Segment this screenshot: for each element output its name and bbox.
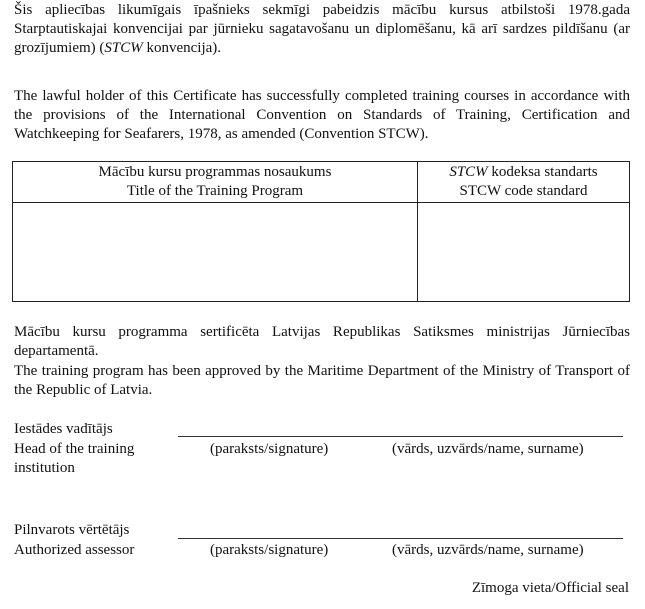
header-program-title-lv: Mācību kursu programmas nosaukums	[98, 164, 332, 180]
official-seal-label: Zīmoga vieta/Official seal	[471, 580, 629, 596]
intro-lv-tail: konvencija).	[142, 40, 222, 56]
training-program-table	[12, 161, 630, 302]
assessor-label-en: Authorized assessor	[14, 542, 135, 558]
intro-lv-text: Šis apliecības likumīgais īpašnieks sekmīgi pabeidzis mācību kursus atbilstoši 1978.gada Starptautiskajai konvencijai par jūrnieku sagatavošanu un diplomēšanu, kā arī sardzes pildīšanu (ar grozījumiem) (	[14, 2, 630, 56]
approval-paragraph-lv: Mācību kursu programma sertificēta Latvijas Republikas Satiksmes ministrijas Jūrniecības departamentā.	[14, 324, 630, 359]
head-name-caption: (vārds, uzvārds/name, surname)	[392, 441, 584, 457]
assessor-name-caption: (vārds, uzvārds/name, surname)	[392, 542, 584, 558]
intro-paragraph-en: The lawful holder of this Certificate has successfully completed training courses in accordance with the provisions of the International Convention on Standards of Training, Certification and Watchkeeping for Seafarers, 1978, as amended (Convention STCW).	[14, 88, 630, 142]
stcw-standard-cell	[418, 203, 630, 302]
header-program-title-en: Title of the Training Program	[126, 183, 304, 199]
table-row	[13, 203, 630, 302]
head-label-en-line2: institution	[14, 460, 75, 476]
assessor-signature-line	[178, 538, 623, 539]
intro-lv-stcw: STCW	[104, 40, 143, 56]
header-stcw-rest: kodeksa standarts	[487, 164, 598, 180]
head-label-lv: Iestādes vadītājs	[14, 421, 113, 437]
head-label-en-line1: Head of the training	[14, 441, 135, 457]
assessor-label-lv: Pilnvarots vērtētājs	[14, 522, 130, 538]
header-stcw-standard-lv	[418, 163, 629, 182]
header-stcw-italic: STCW	[449, 164, 488, 180]
table-header-stcw-standard	[418, 162, 630, 203]
program-title-cell	[13, 203, 418, 302]
assessor-signature-caption: (paraksts/signature)	[210, 542, 329, 558]
head-signature-caption: (paraksts/signature)	[210, 441, 329, 457]
intro-paragraph-lv	[14, 1, 630, 58]
table-header-program-title	[13, 162, 418, 203]
head-signature-line	[178, 436, 623, 437]
header-stcw-standard-en: STCW code standard	[459, 183, 588, 199]
approval-paragraph-en: The training program has been approved by the Maritime Department of the Ministry of Transport of the Republic of Latvia.	[14, 363, 630, 398]
